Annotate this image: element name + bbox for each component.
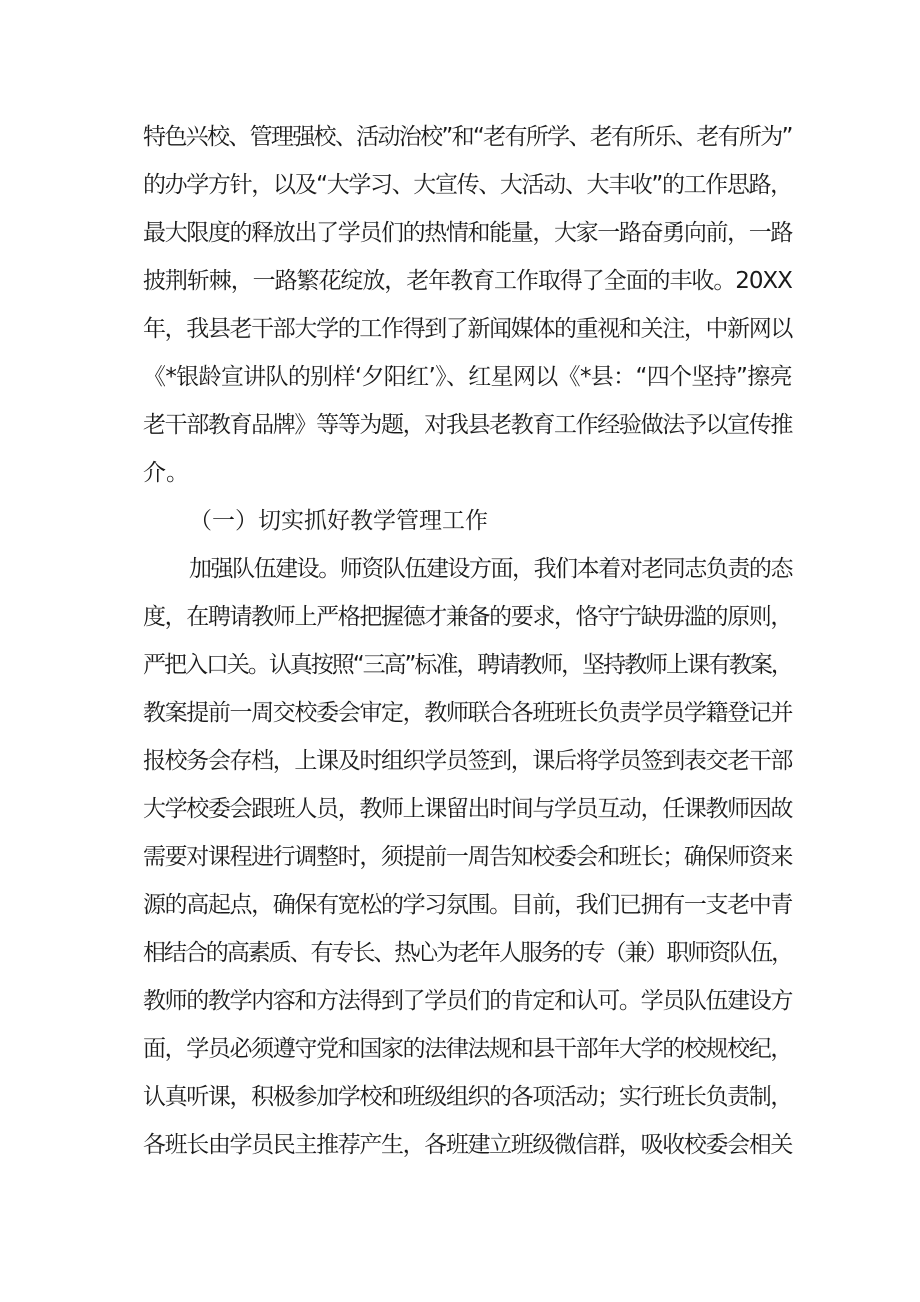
text-line: 严把入口关。认真按照“三高”标准，聘请教师，坚持教师上课有教案， [143, 652, 792, 678]
text-line: 源的高起点，确保有宽松的学习氛围。目前，我们已拥有一支老中青 [143, 892, 793, 918]
text-line: 教案提前一周交校委会审定，教师联合各班班长负责学员学籍登记并 [143, 700, 793, 726]
text-line: 介。 [143, 460, 189, 486]
text-line: 面，学员必须遵守党和国家的法律法规和县干部年大学的校规校纪， [143, 1036, 793, 1062]
text-line: 各班长由学员民主推荐产生，各班建立班级微信群，吸收校委会相关 [143, 1132, 793, 1158]
text-line: 教师的教学内容和方法得到了学员们的肯定和认可。学员队伍建设方 [143, 988, 793, 1014]
text-line: 相结合的高素质、有专长、热心为老年人服务的专（兼）职师资队伍， [143, 940, 793, 966]
text-line: 度，在聘请教师上严格把握德才兼备的要求，恪守宁缺毋滥的原则， [143, 604, 793, 630]
text-line: 需要对课程进行调整时，须提前一周告知校委会和班长；确保师资来 [143, 844, 793, 870]
paragraph-start-line: 加强队伍建设。师资队伍建设方面，我们本着对老同志负责的态 [189, 556, 793, 582]
text-line: 老干部教育品牌》等等为题，对我县老教育工作经验做法予以宣传推 [143, 412, 793, 438]
text-line: 大学校委会跟班人员，教师上课留出时间与学员互动，任课教师因故 [143, 796, 793, 822]
section-heading: （一）切实抓好教学管理工作 [189, 508, 488, 534]
text-line: 认真听课，积极参加学校和班级组织的各项活动；实行班长负责制， [143, 1084, 793, 1110]
text-line: 最大限度的释放出了学员们的热情和能量，大家一路奋勇向前，一路 [143, 220, 793, 246]
text-line: 《*银龄宣讲队的别样‘夕阳红’》、红星网以《*县：“四个坚持”擦亮 [143, 364, 792, 390]
text-line: 的办学方针，以及“大学习、大宣传、大活动、大丰收”的工作思路， [143, 172, 792, 198]
text-line: 报校务会存档，上课及时组织学员签到，课后将学员签到表交老干部 [143, 748, 793, 774]
text-line: 特色兴校、管理强校、活动治校”和“老有所学、老有所乐、老有所为” [143, 124, 792, 150]
text-line: 年，我县老干部大学的工作得到了新闻媒体的重视和关注，中新网以 [143, 316, 793, 342]
text-line: 披荆斩棘，一路繁花绽放，老年教育工作取得了全面的丰收。20XX [143, 268, 792, 294]
